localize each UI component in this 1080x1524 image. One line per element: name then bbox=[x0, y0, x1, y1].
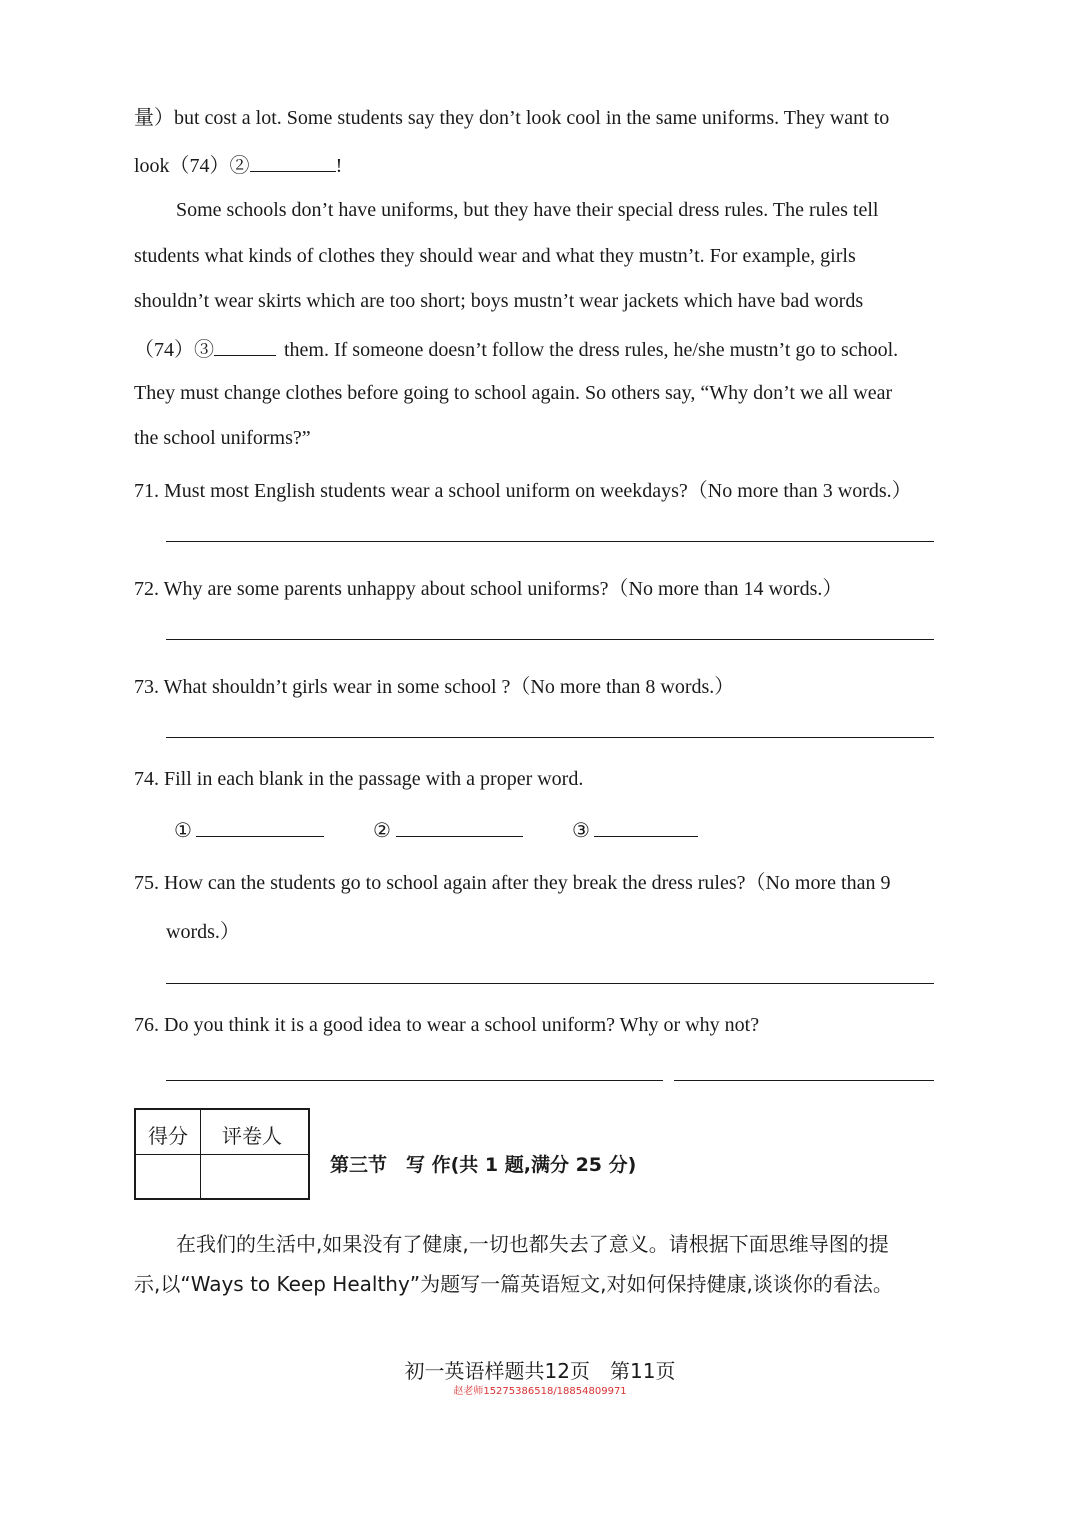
page-footer: 初一英语样题共12页 第11页 bbox=[404, 1359, 676, 1383]
answer-line-75[interactable] bbox=[166, 983, 934, 984]
passage-text: look（74）② bbox=[134, 155, 250, 177]
passage-text: （74）③ bbox=[134, 339, 214, 361]
writing-instruction-line2: 示,以“Ways to Keep Healthy”为题写一篇英语短文,对如何保持健康,谈谈你的看法。 bbox=[134, 1272, 893, 1296]
passage-line-with-blank bbox=[134, 337, 898, 360]
question-76: 76. Do you think it is a good idea to wear a school uniform? Why or why not? bbox=[134, 1014, 760, 1036]
question-75-line1: 75. How can the students go to school again after they break the dress rules?（No more than 9 bbox=[134, 872, 891, 894]
passage-line: shouldn’t wear skirts which are too short; boys mustn’t wear jackets which have bad words bbox=[134, 290, 864, 312]
answer-line-74-3[interactable] bbox=[594, 836, 698, 837]
passage-line: students what kinds of clothes they should wear and what they mustn’t. For example, girls bbox=[134, 245, 856, 267]
answer-line-72[interactable] bbox=[166, 639, 934, 640]
score-table bbox=[134, 1108, 310, 1200]
question-71: 71. Must most English students wear a school uniform on weekdays?（No more than 3 words.） bbox=[134, 480, 912, 502]
answer-line-74-2[interactable] bbox=[396, 836, 523, 837]
blank-74-2[interactable] bbox=[250, 153, 336, 172]
answer-line-71[interactable] bbox=[166, 541, 934, 542]
score-cell[interactable] bbox=[136, 1156, 198, 1196]
question-72: 72. Why are some parents unhappy about school uniforms?（No more than 14 words.） bbox=[134, 578, 843, 600]
watermark: 赵老师15275386518/18854809971 bbox=[453, 1386, 627, 1397]
blank-74-3[interactable] bbox=[214, 337, 276, 356]
blank-label-3: ③ bbox=[572, 820, 590, 842]
table-divider bbox=[136, 1154, 308, 1155]
question-74: 74. Fill in each blank in the passage with a proper word. bbox=[134, 768, 584, 790]
answer-line-76b[interactable] bbox=[674, 1080, 934, 1081]
grader-label: 评卷人 bbox=[222, 1124, 282, 1148]
passage-line-with-blank bbox=[134, 153, 342, 176]
blank-label-1: ① bbox=[174, 820, 192, 842]
question-75-line2: words.） bbox=[166, 921, 240, 943]
passage-line: Some schools don’t have uniforms, but they have their special dress rules. The rules tell bbox=[176, 199, 879, 221]
passage-line: 量）but cost a lot. Some students say they don’t look cool in the same uniforms. They want to bbox=[134, 107, 890, 129]
answer-line-73[interactable] bbox=[166, 737, 934, 738]
question-73: 73. What shouldn’t girls wear in some school ?（No more than 8 words.） bbox=[134, 676, 735, 698]
passage-line: the school uniforms?” bbox=[134, 427, 311, 449]
writing-instruction-line1: 在我们的生活中,如果没有了健康,一切也都失去了意义。请根据下面思维导图的提 bbox=[176, 1232, 889, 1256]
passage-text: ! bbox=[335, 155, 343, 177]
score-label: 得分 bbox=[148, 1124, 188, 1148]
passage-line: They must change clothes before going to school again. So others say, “Why don’t we all wear bbox=[134, 382, 893, 404]
section-title: 第三节 写 作(共 1 题,满分 25 分) bbox=[330, 1154, 637, 1176]
blank-label-2: ② bbox=[373, 820, 391, 842]
answer-line-76a[interactable] bbox=[166, 1080, 663, 1081]
answer-line-74-1[interactable] bbox=[196, 836, 324, 837]
passage-text: them. If someone doesn’t follow the dress rules, he/she mustn’t go to school. bbox=[284, 339, 899, 361]
grader-cell[interactable] bbox=[202, 1156, 306, 1196]
